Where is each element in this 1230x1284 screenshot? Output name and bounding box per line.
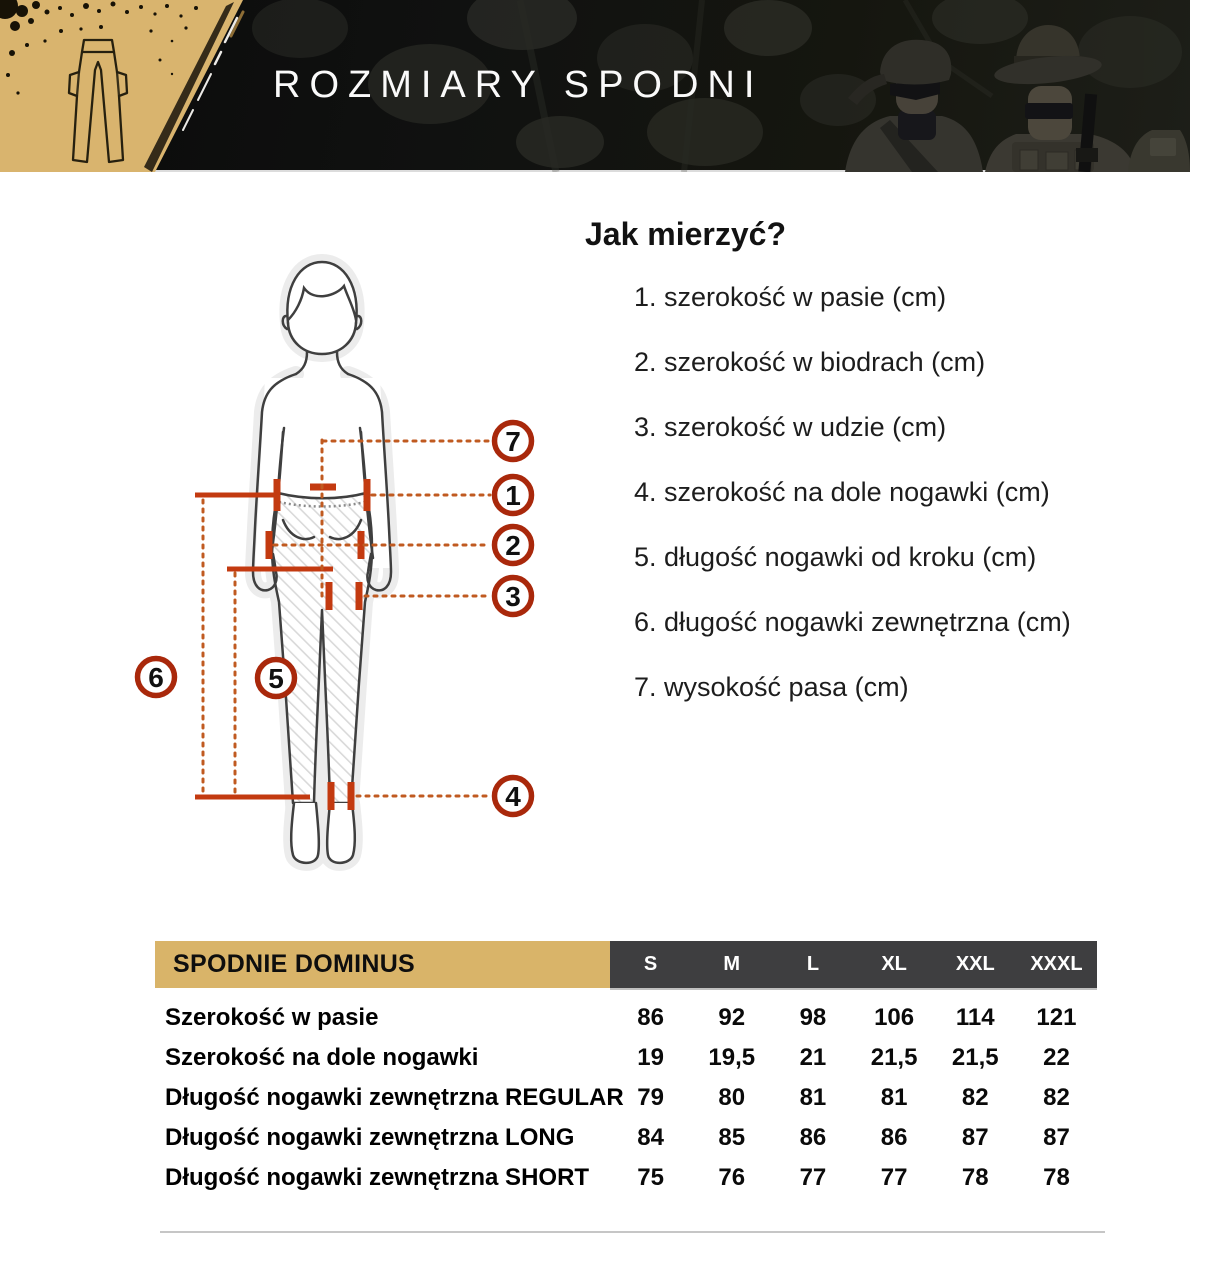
cell-value: 79 — [637, 1084, 664, 1111]
tan-corner-shape — [0, 0, 300, 172]
svg-text:1: 1 — [505, 480, 521, 511]
marker-4 — [495, 778, 532, 815]
cell-value: 82 — [1043, 1084, 1070, 1111]
guide-item-4: 4. szerokość na dole nogawki (cm) — [634, 477, 1050, 507]
marker-5 — [258, 660, 295, 697]
guide-item-7: 7. wysokość pasa (cm) — [634, 672, 909, 702]
size-table-header — [155, 941, 1097, 988]
svg-text:7: 7 — [505, 426, 521, 457]
size-table-title: SPODNIE DOMINUS — [155, 941, 610, 988]
size-col-xxxl: XXXL — [1030, 953, 1083, 975]
page-title: ROZMIARY SPODNI — [273, 64, 764, 106]
cell-value: 21,5 — [951, 1044, 999, 1071]
table-row — [155, 998, 1097, 1038]
table-row — [155, 1158, 1097, 1198]
size-table — [155, 941, 1097, 1198]
cell-value: 84 — [637, 1124, 664, 1151]
cell-value: 77 — [880, 1164, 908, 1191]
marker-1 — [495, 477, 532, 514]
marker-3 — [495, 578, 532, 615]
cell-value: 114 — [955, 1004, 995, 1031]
row-label: Długość nogawki zewnętrzna REGULAR — [165, 1084, 624, 1111]
cell-value: 121 — [1036, 1004, 1077, 1031]
size-col-s: S — [643, 953, 658, 975]
size-columns — [610, 941, 1097, 988]
size-col-l: L — [806, 953, 820, 975]
cell-value: 85 — [718, 1124, 746, 1151]
cell-value: 22 — [1043, 1044, 1070, 1071]
cell-value: 19 — [637, 1044, 664, 1071]
cell-value: 78 — [1043, 1164, 1070, 1191]
marker-7 — [495, 423, 532, 460]
size-col-xl: XL — [881, 953, 907, 975]
guide-item-1: 1. szerokość w pasie (cm) — [634, 282, 947, 312]
header-banner — [0, 0, 1190, 172]
row-label: Długość nogawki zewnętrzna SHORT — [165, 1164, 590, 1191]
row-label: Szerokość w pasie — [165, 1004, 379, 1031]
cell-value: 81 — [799, 1084, 827, 1111]
cell-value: 21,5 — [870, 1044, 918, 1071]
guide-list — [634, 282, 1071, 703]
row-label: Długość nogawki zewnętrzna LONG — [165, 1124, 575, 1151]
cell-value: 76 — [718, 1164, 746, 1191]
cell-value: 92 — [718, 1004, 746, 1031]
table-row — [155, 1118, 1097, 1158]
cell-value: 87 — [961, 1124, 989, 1151]
guide-heading: Jak mierzyć? — [585, 216, 787, 252]
svg-text:5: 5 — [268, 663, 284, 694]
svg-text:6: 6 — [148, 662, 164, 693]
cell-value: 80 — [718, 1084, 746, 1111]
marker-2 — [495, 527, 532, 564]
cell-value: 82 — [961, 1084, 989, 1111]
cell-value: 86 — [637, 1004, 664, 1031]
cell-value: 81 — [880, 1084, 908, 1111]
row-label: Szerokość na dole nogawki — [165, 1044, 479, 1071]
cell-value: 75 — [637, 1164, 664, 1191]
svg-text:2: 2 — [505, 530, 521, 561]
bottom-divider — [160, 1231, 1105, 1233]
cell-value: 86 — [799, 1124, 827, 1151]
cell-value: 86 — [880, 1124, 908, 1151]
cell-value: 98 — [799, 1004, 827, 1031]
measurement-figure — [120, 228, 560, 898]
svg-text:3: 3 — [505, 581, 521, 612]
guide-item-6: 6. długość nogawki zewnętrzna (cm) — [634, 607, 1071, 637]
marker-6 — [138, 659, 175, 696]
guide-item-3: 3. szerokość w udzie (cm) — [634, 412, 947, 442]
cell-value: 19,5 — [708, 1044, 756, 1071]
cell-value: 77 — [799, 1164, 827, 1191]
svg-text:4: 4 — [505, 781, 521, 812]
cell-value: 78 — [961, 1164, 989, 1191]
cell-value: 106 — [874, 1004, 915, 1031]
guide-item-5: 5. długość nogawki od kroku (cm) — [634, 542, 1037, 572]
table-row — [155, 1038, 1097, 1078]
size-col-xxl: XXL — [955, 953, 995, 975]
size-table-body — [155, 998, 1097, 1198]
size-col-m: M — [723, 953, 741, 975]
cell-value: 21 — [799, 1044, 827, 1071]
table-row — [155, 1078, 1097, 1118]
cell-value: 87 — [1043, 1124, 1070, 1151]
guide-item-2: 2. szerokość w biodrach (cm) — [634, 347, 986, 377]
